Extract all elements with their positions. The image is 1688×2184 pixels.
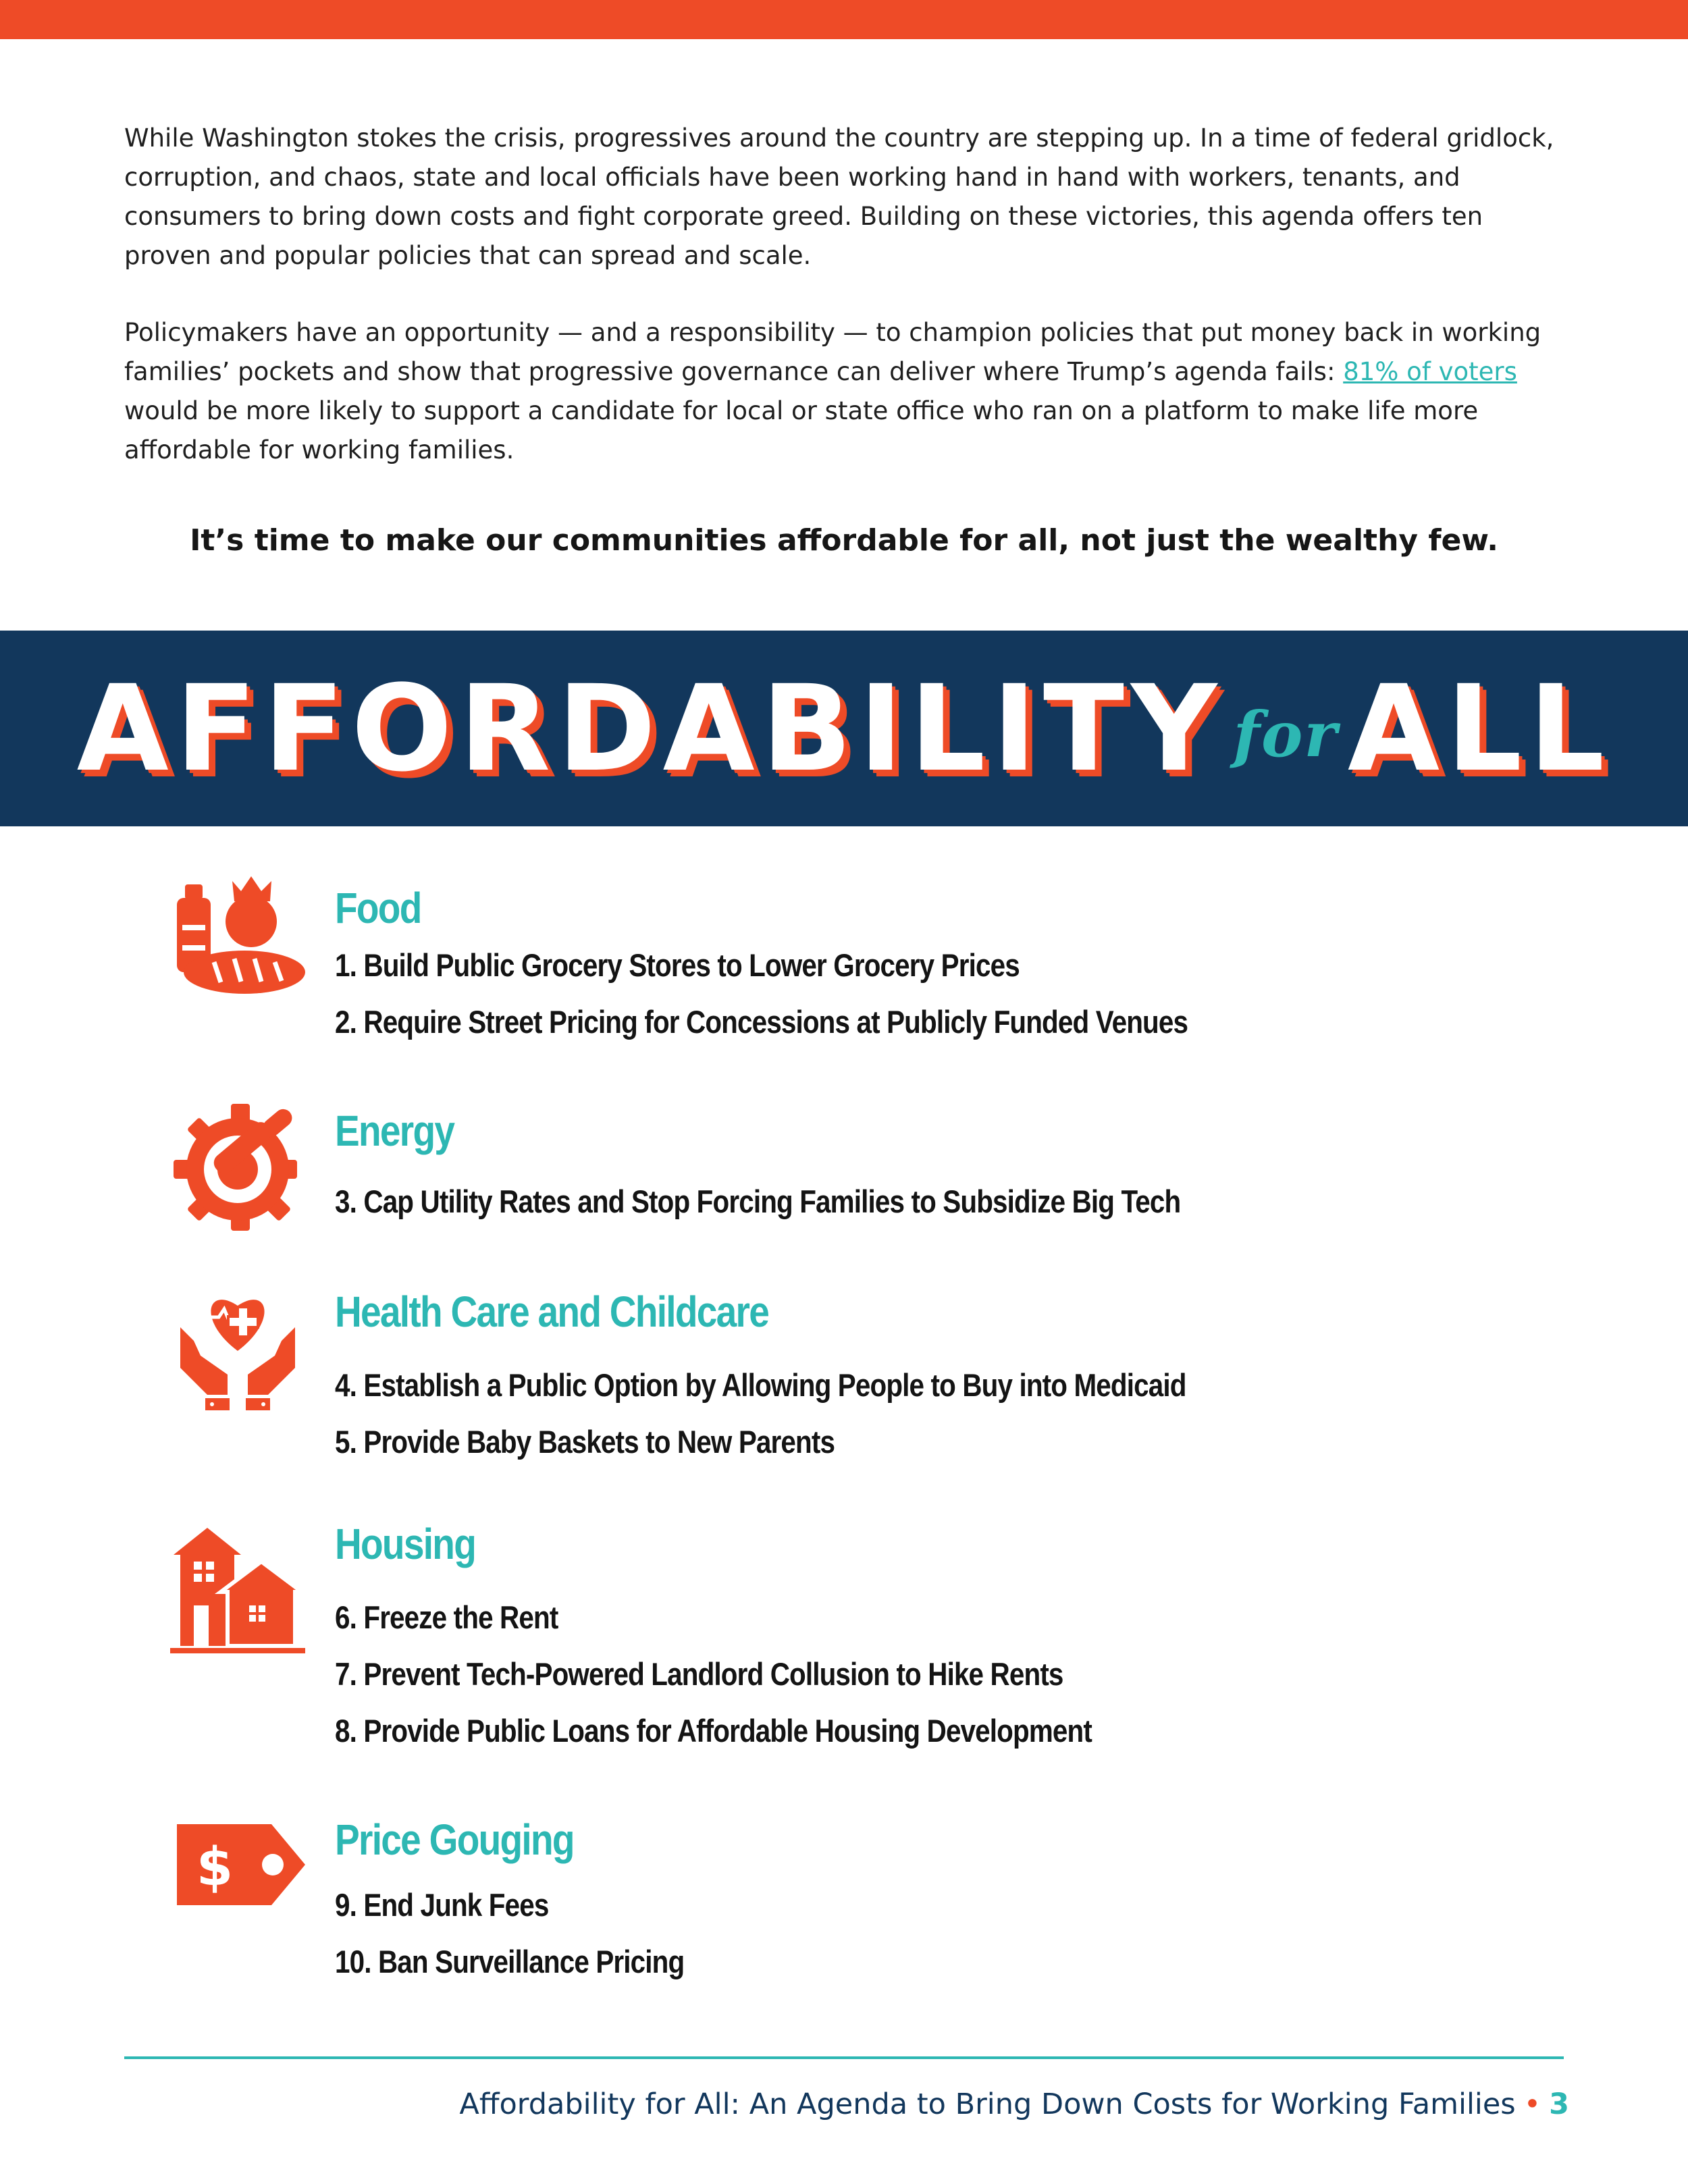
banner-title [0,662,1688,802]
footer-separator: • [1523,2087,1541,2121]
intro-p2-text-end: would be more likely to support a candidate for local or state office who ran on a platform to make life more affordable for working families. [124,396,1479,464]
title-banner [0,631,1688,826]
grocery-icon [170,871,305,1006]
top-accent-bar [0,0,1688,39]
policy-item: 3. Cap Utility Rates and Stop Forcing Families to Subsidize Big Tech [335,1183,1181,1219]
tagline: It’s time to make our communities affordable for all, not just the wealthy few. [190,523,1498,558]
housing-icon [170,1524,305,1659]
banner-word-all: ALL [1347,660,1612,798]
page-number: 3 [1549,2087,1569,2121]
policy-item: 10. Ban Surveillance Pricing [335,1944,685,1979]
energy-gear-icon [170,1100,305,1235]
intro-paragraph-2 [124,313,1569,470]
policy-item: 7. Prevent Tech-Powered Landlord Collusion to Hike Rents [335,1656,1063,1692]
section-heading-energy: Energy [335,1107,454,1155]
intro-p2-text: Policymakers have an opportunity — and a responsibility — to champion policies that put money back in working families’ pockets and show that progressive governance can deliver where Trump’s agenda fails: [124,318,1541,386]
health-hands-heart-icon [170,1280,305,1415]
banner-word-affordability: AFFORDABILITY [76,660,1224,798]
policy-item: 8. Provide Public Loans for Affordable Housing Development [335,1713,1092,1749]
policy-item: 9. End Junk Fees [335,1887,549,1923]
section-heading-housing: Housing [335,1520,476,1568]
banner-word-for: for [1233,698,1338,771]
footer-title: Affordability for All: An Agenda to Bring Down Costs for Working Families [459,2087,1516,2121]
svg-text:$: $ [196,1837,234,1898]
intro-text [124,119,1569,508]
policy-item: 1. Build Public Grocery Stores to Lower Grocery Prices [335,947,1020,983]
intro-paragraph-1: While Washington stokes the crisis, progressives around the country are stepping up. In a time of federal gridlock, corruption, and chaos, state and local officials have been working hand in hand with workers, tenants, and consumers to bring down costs and fight corporate greed. Building on these victories, this agenda offers ten proven and popular policies that can spread and scale. [124,124,1554,270]
footer-divider [124,2056,1564,2059]
policy-item: 4. Establish a Public Option by Allowing People to Buy into Medicaid [335,1367,1186,1403]
policy-item: 2. Require Street Pricing for Concessions at Publicly Funded Venues [335,1004,1188,1040]
price-tag-icon [170,1809,305,1944]
policy-item: 6. Freeze the Rent [335,1599,558,1635]
section-heading-food: Food [335,884,421,932]
footer [459,2087,1569,2121]
section-heading-price-gouging: Price Gouging [335,1815,574,1864]
voters-stat-link[interactable]: 81% of voters [1343,357,1517,386]
section-heading-health-care: Health Care and Childcare [335,1287,769,1336]
policy-item: 5. Provide Baby Baskets to New Parents [335,1424,835,1460]
